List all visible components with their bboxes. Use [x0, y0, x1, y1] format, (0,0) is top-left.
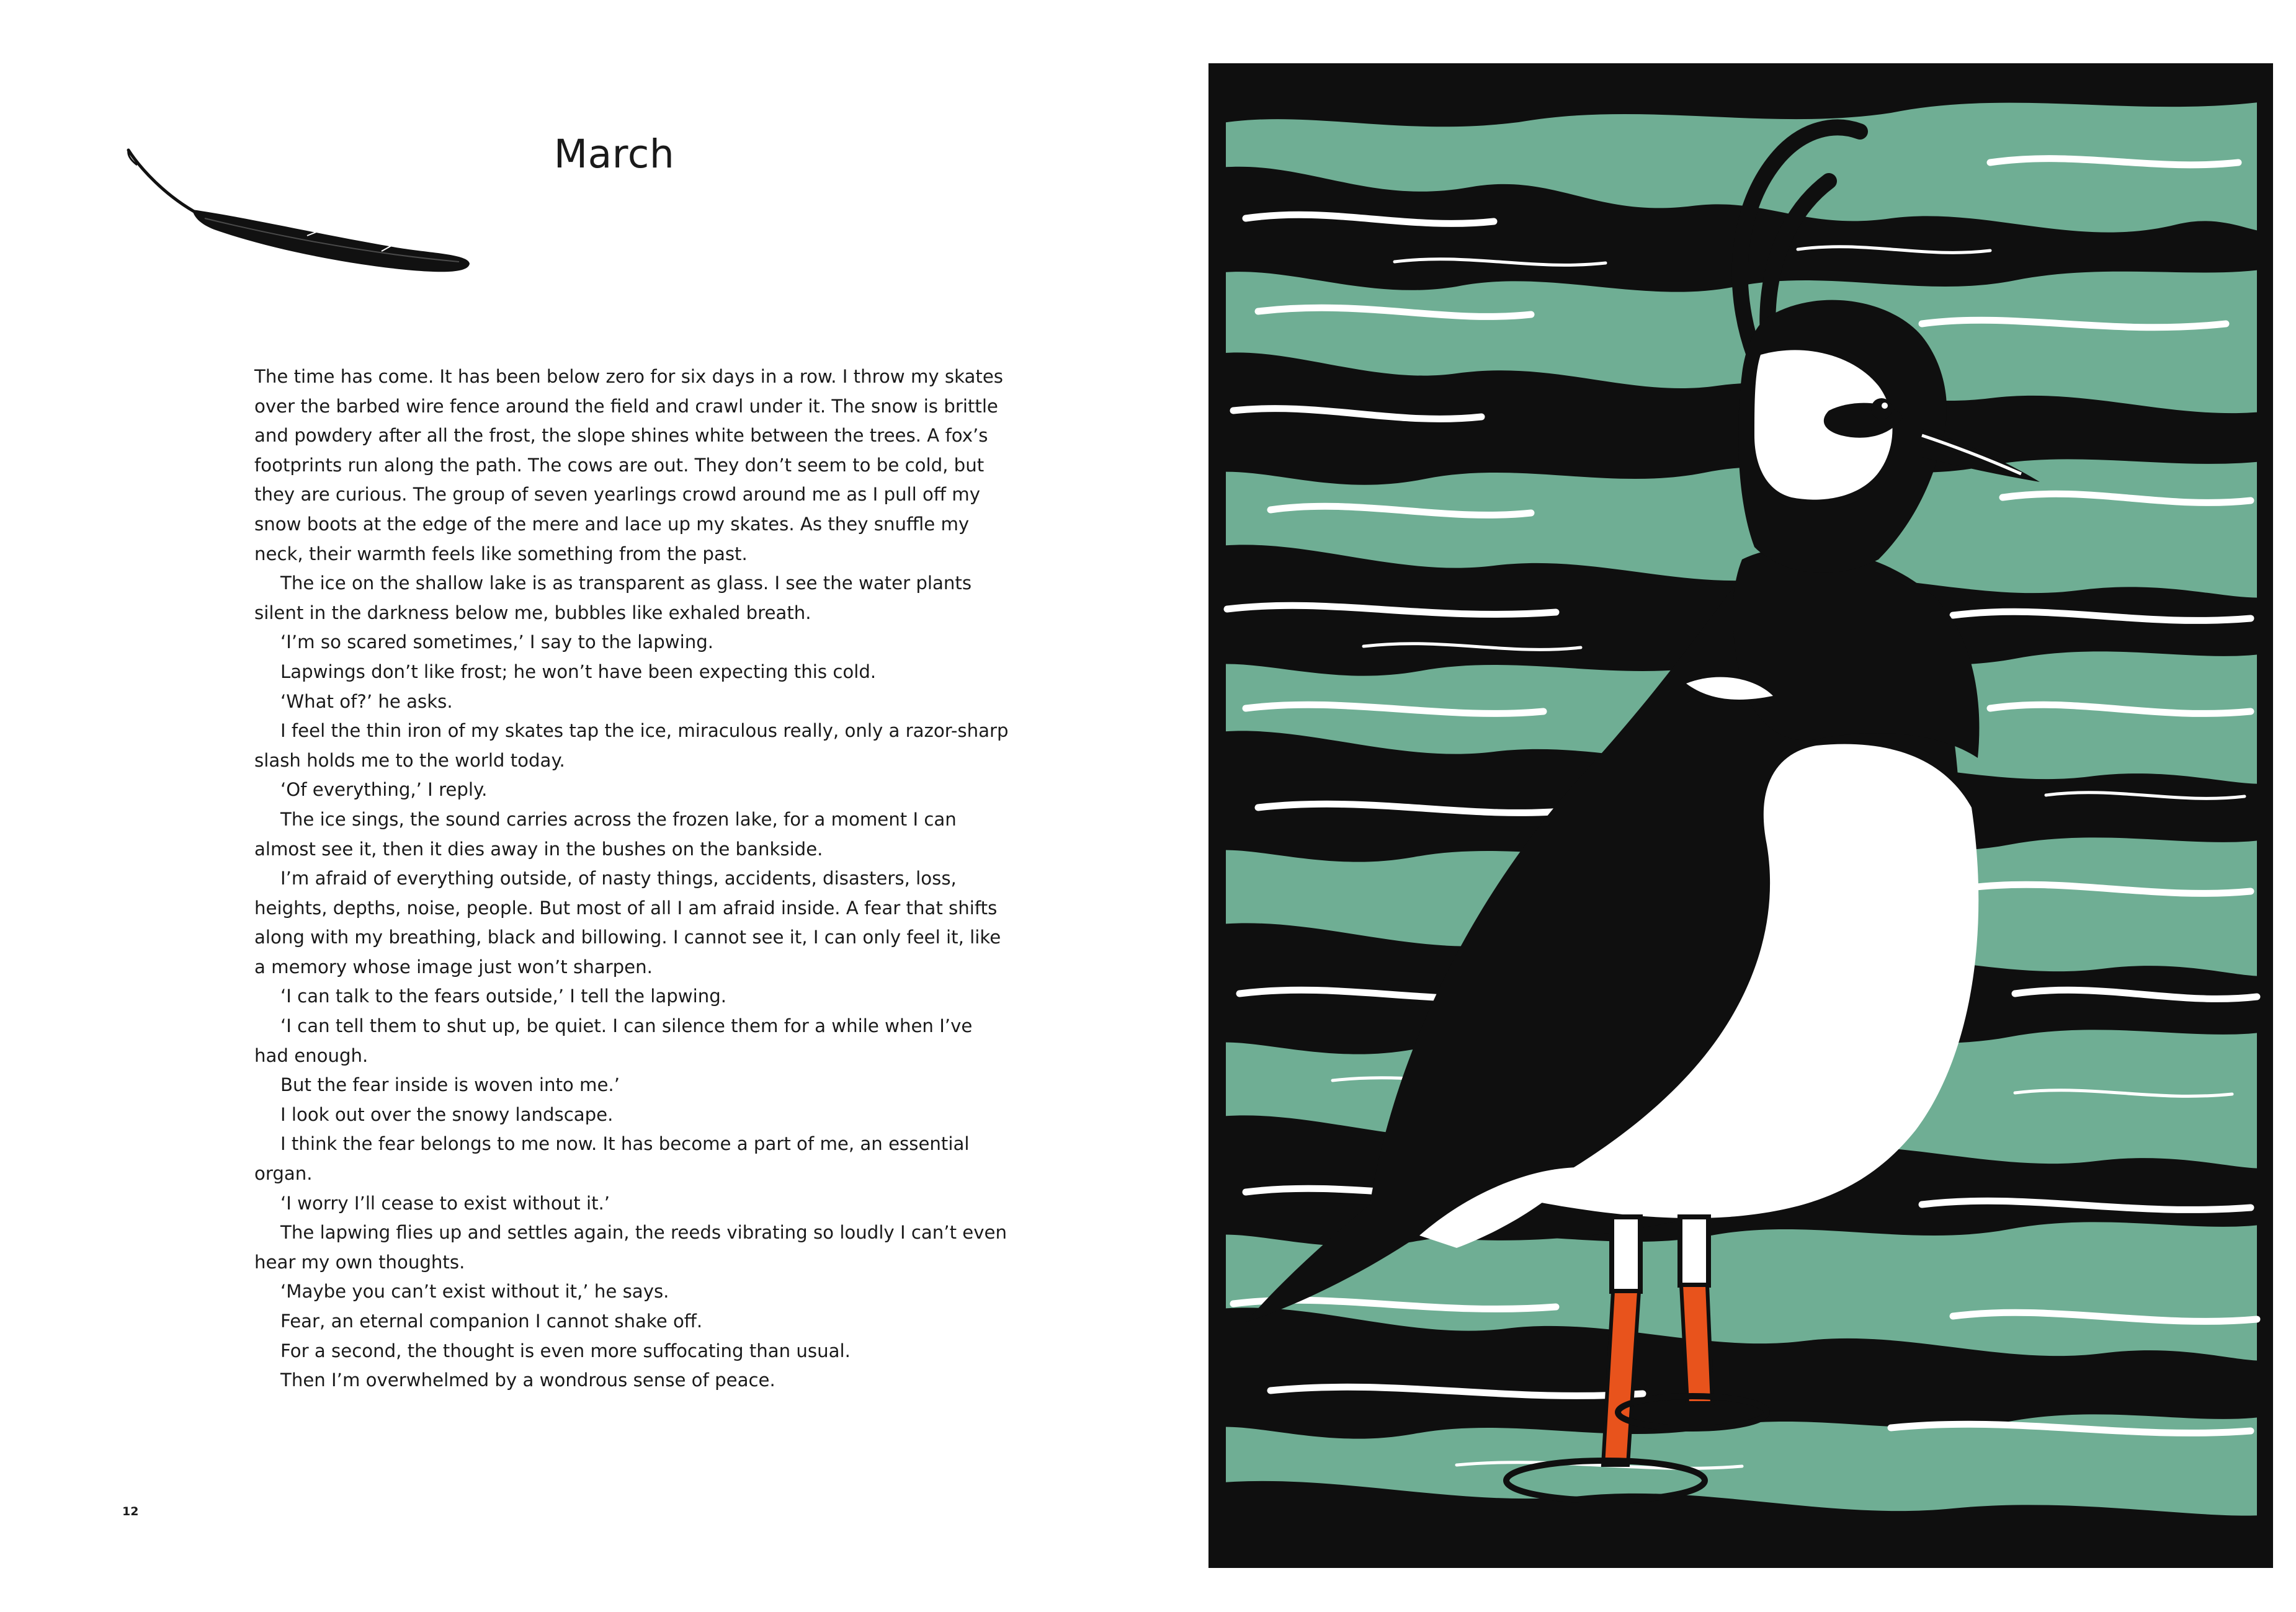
text-line: ‘I worry I’ll cease to exist without it.’ [280, 1192, 610, 1214]
text-line: neck, their warmth feels like something from the past. [254, 543, 748, 564]
text-line: footprints run along the path. The cows are out. They don’t seem to be cold, but [254, 454, 985, 476]
text-line: I feel the thin iron of my skates tap the ice, miraculous really, only a razor-sharp [280, 720, 1009, 742]
text-line: slash holds me to the world today. [254, 749, 565, 771]
chapter-title: March [553, 131, 675, 177]
text-line: organ. [254, 1163, 313, 1185]
text-line: ‘What of?’ he asks. [280, 690, 453, 712]
text-line: silent in the darkness below me, bubbles like exhaled breath. [254, 602, 811, 623]
text-line: snow boots at the edge of the mere and lace up my skates. As they snuffle my [254, 513, 970, 535]
text-line: they are curious. The group of seven yearlings crowd around me as I pull off my [254, 484, 980, 505]
text-line: Lapwings don’t like frost; he won’t have been expecting this cold. [280, 661, 877, 682]
feather-icon [121, 143, 481, 279]
text-line: The lapwing flies up and settles again, the reeds vibrating so loudly I can’t even [280, 1222, 1007, 1244]
text-line: ‘I can talk to the fears outside,’ I tell the lapwing. [280, 986, 727, 1007]
page-number: 12 [122, 1505, 139, 1518]
text-line: along with my breathing, black and billowing. I cannot see it, I can only feel it, like [254, 927, 1001, 948]
text-line: ‘I’m so scared sometimes,’ I say to the lapwing. [280, 631, 714, 653]
text-line: over the barbed wire fence around the field and crawl under it. The snow is brittle [254, 395, 998, 417]
text-line: The ice on the shallow lake is as transparent as glass. I see the water plants [280, 572, 972, 594]
text-line: almost see it, then it dies away in the bushes on the bankside. [254, 838, 823, 860]
text-line: ‘Maybe you can’t exist without it,’ he says. [280, 1281, 669, 1303]
text-line: ‘I can tell them to shut up, be quiet. I can silence them for a while when I’ve [280, 1015, 973, 1037]
lapwing-illustration [1208, 63, 2273, 1568]
text-line: a memory whose image just won’t sharpen. [254, 956, 653, 977]
text-line: The time has come. It has been below zero for six days in a row. I throw my skates [254, 366, 1004, 387]
text-line: I look out over the snowy landscape. [280, 1103, 614, 1125]
text-line: had enough. [254, 1044, 369, 1066]
lapwing-linocut-icon [1208, 63, 2273, 1568]
text-line: But the fear inside is woven into me.’ [280, 1074, 620, 1096]
text-line: I’m afraid of everything outside, of nasty things, accidents, disasters, loss, [280, 868, 957, 889]
text-line: For a second, the thought is even more suffocating than usual. [280, 1340, 851, 1361]
text-line: ‘Of everything,’ I reply. [280, 779, 488, 801]
text-line: Fear, an eternal companion I cannot shake off. [280, 1311, 703, 1332]
text-line: heights, depths, noise, people. But most of all I am afraid inside. A fear that shifts [254, 897, 998, 919]
body-text [254, 362, 1009, 1396]
text-line: The ice sings, the sound carries across the frozen lake, for a moment I can [280, 808, 957, 830]
text-line: and powdery after all the frost, the slope shines white between the trees. A fox’s [254, 425, 988, 447]
text-line: Then I’m overwhelmed by a wondrous sense of peace. [280, 1369, 775, 1391]
text-line: I think the fear belongs to me now. It has become a part of me, an essential [280, 1133, 970, 1155]
text-line: hear my own thoughts. [254, 1251, 465, 1273]
